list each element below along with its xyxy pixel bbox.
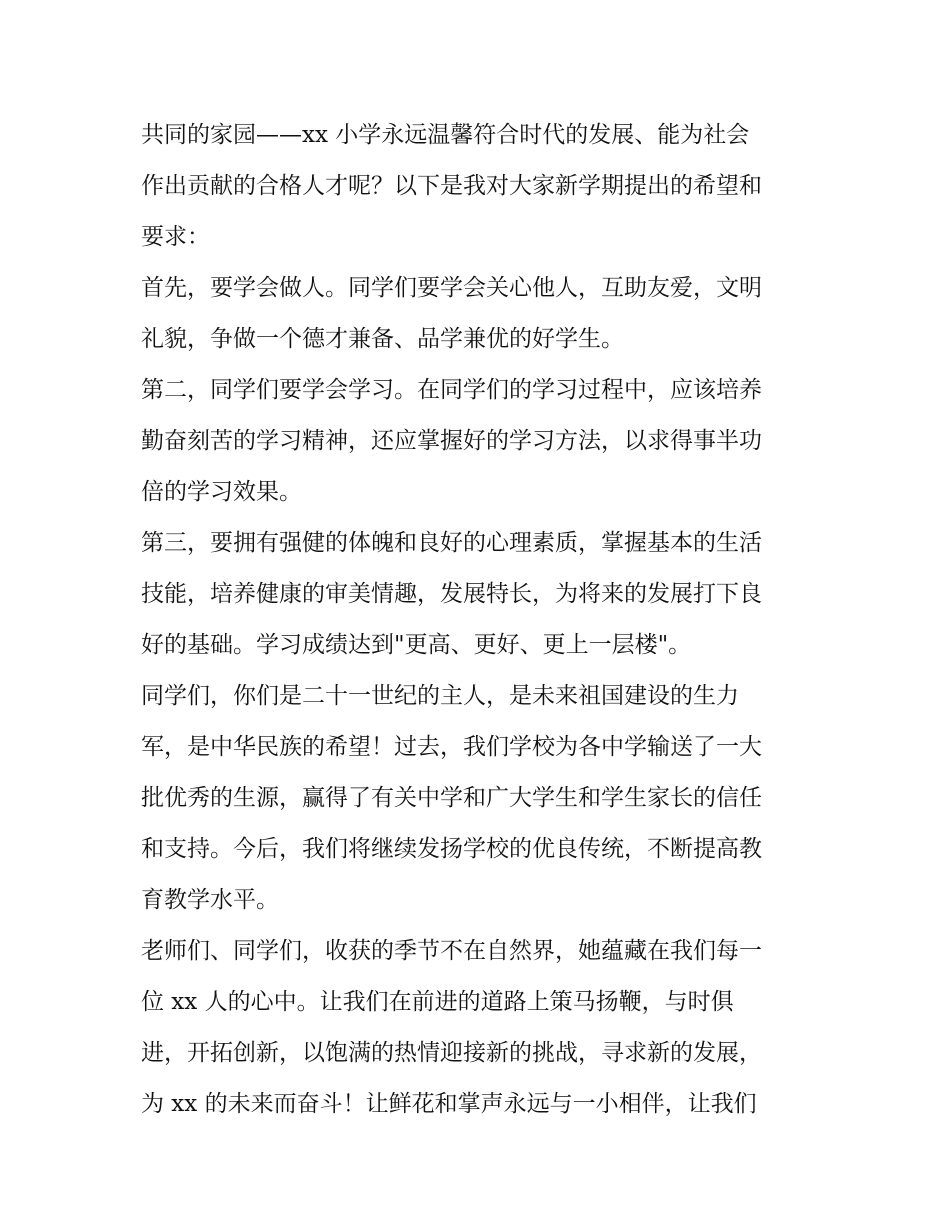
text-line-14: 批优秀的生源，赢得了有关中学和广大学生和学生家长的信任	[141, 785, 762, 811]
text-line-7: 勤奋刻苦的学习精神，还应掌握好的学习方法，以求得事半功	[141, 428, 762, 454]
text-line-5: 礼貌，争做一个德才兼备、品学兼优的好学生。	[141, 326, 624, 352]
text-line-3: 要求：	[141, 224, 210, 250]
text-line-12: 同学们，你们是二十一世纪的主人，是未来祖国建设的生力	[141, 683, 739, 709]
text-line-2: 作出贡献的合格人才呢？以下是我对大家新学期提出的希望和	[141, 173, 762, 199]
text-line-17: 老师们、同学们，收获的季节不在自然界，她蕴藏在我们每一	[141, 938, 762, 964]
text-line-4: 首先，要学会做人。同学们要学会关心他人，互助友爱，文明	[141, 275, 762, 301]
text-line-6: 第二，同学们要学会学习。在同学们的学习过程中，应该培养	[141, 377, 762, 403]
text-line-1: 共同的家园——xx 小学永远温馨符合时代的发展、能为社会	[141, 122, 750, 148]
text-line-16: 育教学水平。	[141, 887, 279, 913]
text-line-15: 和支持。今后，我们将继续发扬学校的优良传统，不断提高教	[141, 836, 762, 862]
text-line-19: 进，开拓创新，以饱满的热情迎接新的挑战，寻求新的发展，	[141, 1040, 762, 1066]
text-line-11: 好的基础。学习成绩达到"更高、更好、更上一层楼"。	[141, 632, 692, 658]
text-line-13: 军，是中华民族的希望！过去，我们学校为各中学输送了一大	[141, 734, 762, 760]
text-line-9: 第三，要拥有强健的体魄和良好的心理素质，掌握基本的生活	[141, 530, 762, 556]
body-text	[141, 110, 816, 1130]
text-line-20: 为 xx 的未来而奋斗！让鲜花和掌声永远与一小相伴，让我们	[141, 1091, 757, 1117]
text-line-8: 倍的学习效果。	[141, 479, 302, 505]
text-line-10: 技能，培养健康的审美情趣，发展特长，为将来的发展打下良	[141, 581, 762, 607]
text-line-18: 位 xx 人的心中。让我们在前进的道路上策马扬鞭，与时俱	[141, 989, 734, 1015]
